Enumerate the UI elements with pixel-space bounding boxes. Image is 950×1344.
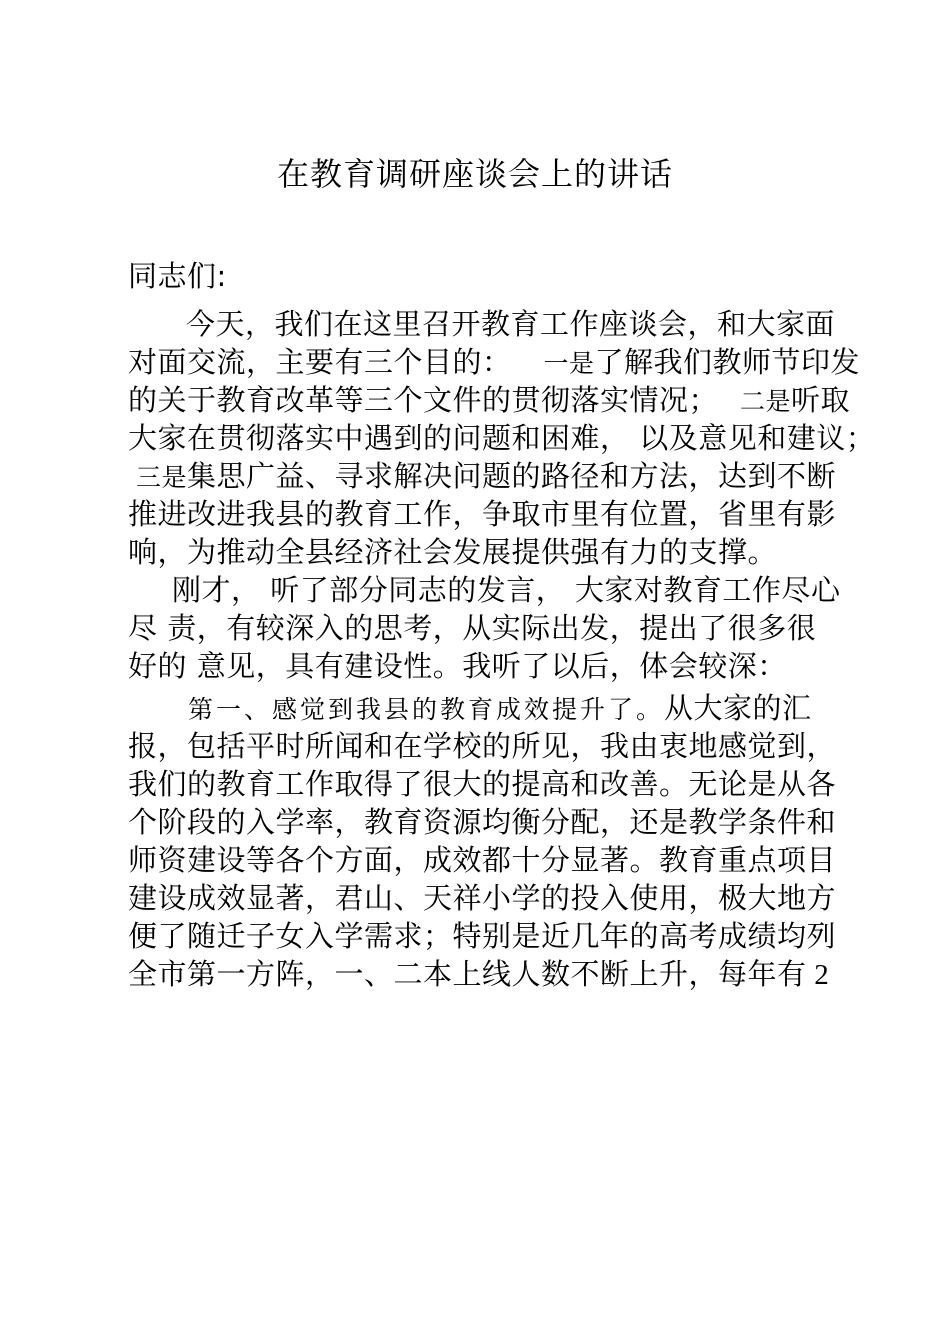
p3-line-1 (188, 688, 812, 730)
p3-heading: 第一、感觉到我县的教育成效提升了。 (188, 695, 665, 724)
salutation: 同志们: (128, 259, 227, 293)
p1-line-5 (136, 456, 836, 498)
p1-line-3-text-c: 听取 (791, 383, 851, 417)
p1-line-3 (128, 380, 850, 422)
p3-line-4: 个阶段的入学率，教育资源均衡分配，还是教学条件和 (128, 805, 837, 839)
p1-line-3-marker: 二是 (740, 387, 792, 416)
p2-line-1: 刚才， 听了部分同志的发言， 大家对教育工作尽心 (172, 573, 841, 607)
p3-line-2: 报，包括平时所闻和在学校的所见，我由衷地感觉到， (128, 729, 837, 763)
p3-line-1-text-b: 从大家的汇 (664, 691, 812, 725)
p1-line-4: 大家在贯彻落实中遇到的问题和困难， 以及意见和建议； (128, 421, 876, 455)
p1-line-3-text-a: 的关于教育改革等三个文件的贯彻落实情况； (128, 383, 719, 417)
p3-line-8-text-a: 全市第一方阵，一、二本上线人数不断上升，每年有 (128, 957, 807, 991)
p1-line-2-text-c: 了解我们教师节印发 (594, 345, 861, 379)
p1-line-5-marker: 三是 (136, 463, 188, 492)
document-title: 在教育调研座谈会上的讲话 (276, 155, 673, 193)
p3-line-3: 我们的教育工作取得了很大的提高和改善。无论是从各 (128, 767, 837, 801)
p1-line-2-marker: 一是 (543, 349, 595, 378)
p3-line-6: 建设成效显著，君山、天祥小学的投入使用，极大地方 (128, 881, 837, 915)
p1-line-1: 今天，我们在这里召开教育工作座谈会，和大家面 (186, 307, 836, 341)
p1-line-6: 推进改进我县的教育工作，争取市里有位置，省里有影 (128, 497, 837, 531)
p3-line-7: 便了随迁子女入学需求；特别是近几年的高考成绩均列 (128, 919, 837, 953)
p3-line-5: 师资建设等各个方面，成效都十分显著。教育重点项目 (128, 843, 837, 877)
p3-line-8 (128, 954, 829, 995)
p2-line-2: 尽 责，有较深入的思考，从实际出发，提出了很多很 (128, 611, 817, 645)
p1-line-5-text-b: 集思广益、寻求解决问题的路径和方法，达到不断 (187, 459, 837, 493)
p1-line-7: 响，为推动全县经济社会发展提供强有力的支撑。 (128, 535, 778, 569)
p2-line-3: 好的 意见，具有建设性。我听了以后，体会较深： (128, 649, 787, 683)
p1-line-2 (128, 342, 860, 384)
p3-line-8-number: 2 (806, 959, 830, 991)
p1-line-2-text-a: 对面交流，主要有三个目的： (128, 345, 512, 379)
